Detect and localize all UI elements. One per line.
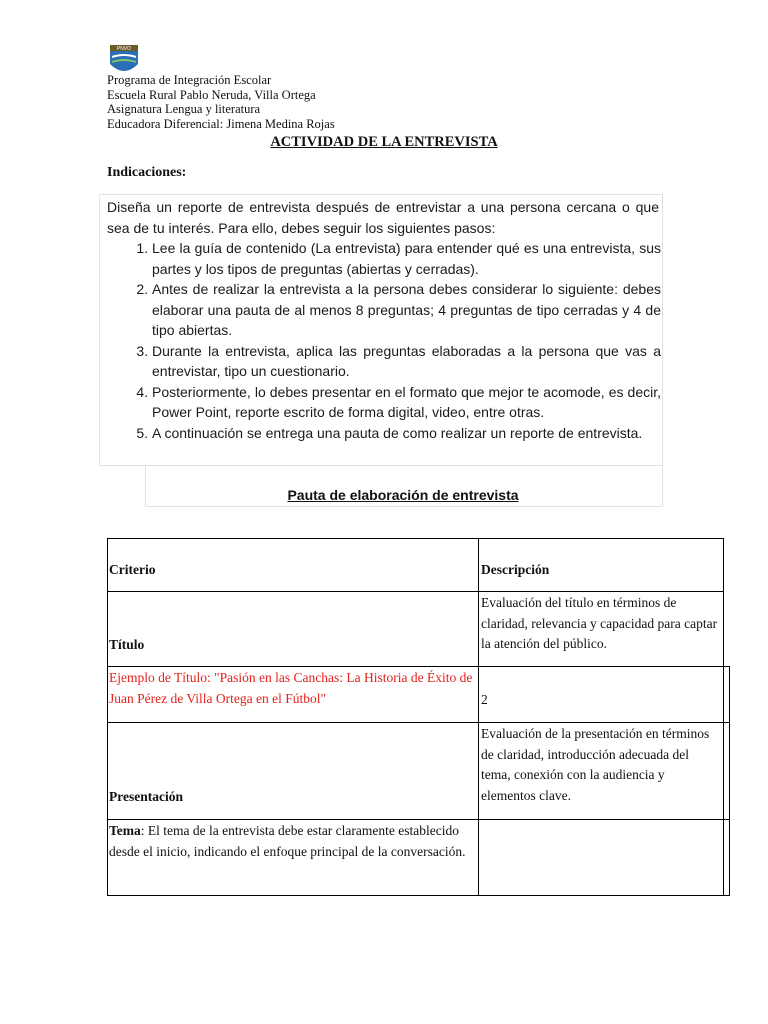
tema-text: : El tema de la entrevista debe estar claramente establecido desde el inicio, indicando el enfoque principal de la conversación.: [109, 823, 466, 859]
indicaciones-heading: Indicaciones:: [107, 165, 187, 180]
school-logo: [107, 44, 141, 76]
table-border: [107, 666, 730, 667]
table-border: [478, 538, 479, 896]
school-header: [107, 73, 335, 131]
descripcion-titulo: Evaluación del título en términos de claridad, relevancia y capacidad para captar la atención del público.: [481, 595, 718, 651]
step-item: 1. Lee la guía de contenido (La entrevista) para entender qué es una entrevista, sus partes y los tipos de preguntas (abiertas y cerradas).: [152, 238, 662, 279]
criterio-titulo: Título: [109, 637, 145, 652]
ejemplo-value: 2: [481, 692, 488, 707]
table-border: [107, 591, 724, 592]
header-line-school: Escuela Rural Pablo Neruda, Villa Ortega: [107, 87, 316, 102]
header-criterio: Criterio: [109, 562, 156, 577]
header-descripcion: Descripción: [481, 562, 550, 577]
table-border: [729, 666, 730, 896]
tema-label: Tema: [109, 823, 141, 838]
step-item: 2. Antes de realizar la entrevista a la persona debes considerar lo siguiente: debes elaborar una pauta de al menos 8 preguntas; 4 preguntas de tipo cerradas y 4 de tipo abiertas.: [152, 279, 662, 341]
ejemplo-titulo: Ejemplo de Título: "Pasión en las Canchas: La Historia de Éxito de Juan Pérez de Villa Ortega en el Fútbol": [109, 670, 473, 706]
table-border: [107, 538, 724, 539]
instructions-box: [99, 194, 663, 466]
steps-list: [100, 238, 662, 443]
logo-text: PNVO: [116, 46, 132, 52]
header-line-subject: Asignatura Lengua y literatura: [107, 102, 261, 117]
document-title: ACTIVIDAD DE LA ENTREVISTA: [270, 134, 498, 150]
pauta-title: Pauta de elaboración de entrevista: [287, 487, 519, 503]
header-line-program: Programa de Integración Escolar: [107, 73, 272, 87]
header-line-educator: Educadora Diferencial: Jimena Medina Rojas: [107, 116, 335, 131]
criterio-presentacion: Presentación: [109, 789, 183, 804]
table-border: [723, 538, 724, 896]
step-item: 4. Posteriormente, lo debes presentar en el formato que mejor te acomode, es decir, Power Point, reporte escrito de forma digital, video, entre otras.: [152, 382, 662, 423]
table-border: [107, 538, 108, 896]
step-item: 5. A continuación se entrega una pauta de como realizar un reporte de entrevista.: [152, 423, 662, 444]
table-border: [107, 819, 730, 820]
table-border: [107, 722, 730, 723]
tema-cell: [109, 821, 477, 862]
descripcion-presentacion: Evaluación de la presentación en términos de claridad, introducción adecuada del tema, conexión con la audiencia y elementos clave.: [481, 726, 710, 803]
instructions-intro: Diseña un reporte de entrevista después de entrevistar a una persona cercana o que sea de tu interés. Para ello, debes seguir los siguientes pasos:: [107, 199, 659, 236]
table-border: [107, 895, 730, 896]
step-item: 3. Durante la entrevista, aplica las preguntas elaboradas a la persona que vas a entrevistar, tipo un cuestionario.: [152, 341, 662, 382]
